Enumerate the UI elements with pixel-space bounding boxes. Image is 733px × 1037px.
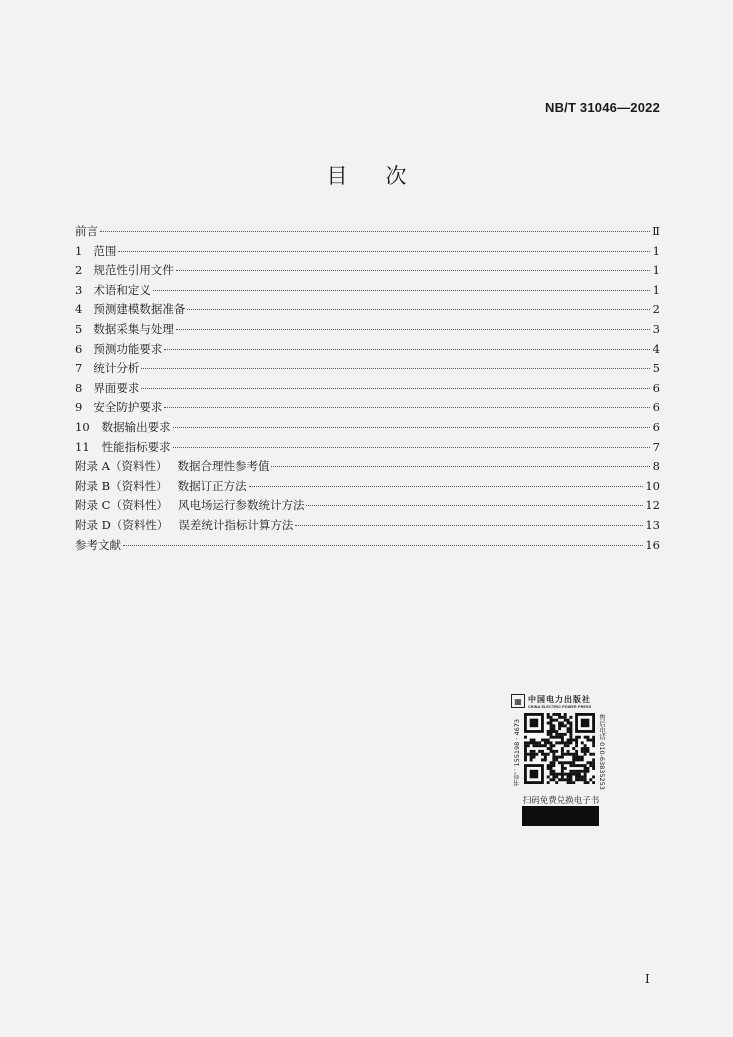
toc-number: 附录 A（资料性）: [75, 459, 168, 474]
toc-number: 附录 D（资料性）: [75, 517, 169, 532]
toc-leader-dots: [141, 368, 650, 369]
toc-label: 参考文献: [75, 537, 121, 552]
toc-leader-dots: [164, 407, 650, 408]
toc-number: 11: [75, 439, 90, 454]
toc-row[interactable]: [75, 439, 660, 459]
toc-page: 8: [652, 459, 660, 474]
toc-page: 12: [645, 498, 660, 513]
toc-label: 数据采集与处理: [93, 321, 174, 336]
toc-leader-dots: [164, 349, 650, 350]
toc-leader-dots: [176, 270, 650, 271]
toc-leader-dots: [153, 290, 650, 291]
toc-number: 8: [75, 380, 83, 395]
toc-row[interactable]: [75, 478, 660, 498]
toc-leader-dots: [118, 251, 650, 252]
toc-label: 统计分析: [93, 361, 140, 376]
toc-row[interactable]: [75, 497, 660, 517]
table-of-contents: [75, 223, 660, 556]
toc-label: 术语和定义: [93, 282, 151, 297]
toc-leader-dots: [100, 231, 650, 232]
toc-number: 2: [75, 263, 83, 278]
toc-page: 5: [652, 361, 660, 376]
toc-label: 预测功能要求: [93, 341, 163, 356]
toc-number: 3: [75, 282, 83, 297]
toc-label: 安全防护要求: [93, 400, 163, 415]
toc-page: 1: [652, 243, 660, 258]
toc-leader-dots: [306, 505, 643, 506]
scan-instruction: 扫码免费兑换电子书: [522, 796, 600, 806]
toc-leader-dots: [176, 329, 650, 330]
toc-row[interactable]: [75, 458, 660, 478]
toc-number: 6: [75, 341, 83, 356]
toc-row[interactable]: [75, 419, 660, 439]
toc-title-char-1: 目: [326, 164, 348, 188]
toc-number: 7: [75, 361, 83, 376]
book-number: 书号：155198 · 4673: [513, 718, 521, 786]
toc-title-char-2: 次: [385, 164, 407, 188]
redacted-bar: [522, 806, 599, 826]
toc-number: 9: [75, 400, 83, 415]
toc-label: 预测建模数据准备: [93, 302, 186, 317]
toc-page: 6: [652, 419, 660, 434]
toc-row[interactable]: [75, 380, 660, 400]
toc-page: 1: [652, 263, 660, 278]
toc-page: 4: [652, 341, 660, 356]
service-phone: 售后电话 010-63835253: [598, 714, 606, 790]
toc-label: 范围: [93, 243, 117, 258]
toc-number: 4: [75, 302, 83, 317]
toc-page: 6: [652, 400, 660, 415]
toc-leader-dots: [249, 486, 644, 487]
publisher-header: [511, 690, 606, 712]
toc-number: 1: [75, 243, 83, 258]
standard-code: NB/T 31046—2022: [544, 100, 660, 115]
toc-leader-dots: [187, 309, 650, 310]
publisher-name-cn: 中国电力出版社: [528, 693, 591, 704]
publisher-logo-icon: ▦: [511, 694, 525, 708]
page-number: I: [645, 972, 650, 986]
toc-title: [0, 160, 733, 190]
toc-row[interactable]: [75, 223, 660, 243]
toc-page: 10: [645, 478, 660, 493]
toc-label: 风电场运行参数统计方法: [177, 498, 305, 513]
toc-leader-dots: [271, 466, 650, 467]
toc-page: 6: [652, 380, 660, 395]
toc-number: 5: [75, 321, 83, 336]
toc-row[interactable]: [75, 360, 660, 380]
toc-row[interactable]: [75, 517, 660, 537]
toc-label: 前言: [75, 224, 98, 238]
toc-page: 2: [652, 302, 660, 317]
toc-page: Ⅱ: [652, 224, 660, 238]
toc-number: 附录 C（资料性）: [75, 498, 168, 513]
toc-row[interactable]: [75, 301, 660, 321]
toc-page: 16: [645, 537, 660, 552]
toc-row[interactable]: [75, 262, 660, 282]
toc-leader-dots: [123, 545, 643, 546]
toc-number: 附录 B（资料性）: [75, 478, 168, 493]
toc-leader-dots: [141, 388, 650, 389]
toc-label: 规范性引用文件: [93, 263, 174, 278]
toc-label: 误差统计指标计算方法: [178, 517, 294, 532]
toc-row[interactable]: [75, 282, 660, 302]
toc-label: 数据合理性参考值: [177, 459, 270, 474]
toc-row[interactable]: [75, 243, 660, 263]
toc-leader-dots: [173, 447, 650, 448]
toc-leader-dots: [173, 427, 650, 428]
toc-row[interactable]: [75, 341, 660, 361]
toc-row[interactable]: [75, 399, 660, 419]
publisher-name-en: CHINA ELECTRIC POWER PRESS: [528, 704, 592, 709]
toc-number: 10: [75, 419, 90, 434]
toc-leader-dots: [295, 525, 643, 526]
toc-row[interactable]: [75, 537, 660, 557]
qr-code-block: [511, 690, 606, 832]
toc-page: 3: [652, 321, 660, 336]
toc-row[interactable]: [75, 321, 660, 341]
toc-label: 数据输出要求: [101, 419, 171, 434]
toc-page: 13: [645, 517, 660, 532]
toc-label: 性能指标要求: [101, 439, 171, 454]
qr-code-icon[interactable]: [524, 713, 595, 784]
toc-label: 界面要求: [93, 380, 140, 395]
toc-label: 数据订正方法: [177, 478, 247, 493]
toc-page: 7: [652, 439, 660, 454]
toc-page: 1: [652, 282, 660, 297]
